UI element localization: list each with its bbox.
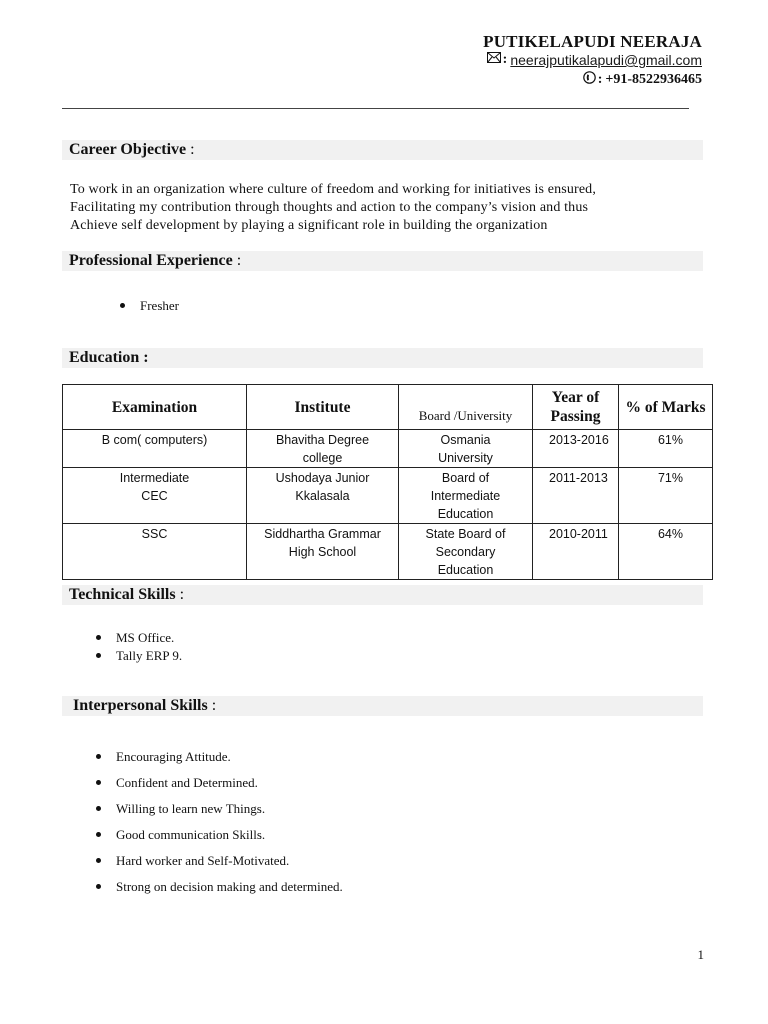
experience-list — [116, 297, 179, 315]
list-item: Willing to learn new Things. — [92, 796, 343, 822]
table-row — [63, 524, 713, 580]
cell-institute: Ushodaya Junior Kkalasala — [247, 468, 399, 524]
career-objective-heading: Career Objective : — [62, 140, 703, 160]
technical-skills-heading: Technical Skills : — [62, 585, 703, 605]
phone-number: +91-8522936465 — [605, 72, 702, 87]
cell-year: 2011-2013 — [533, 468, 619, 524]
list-item: Good communication Skills. — [92, 822, 343, 848]
table-row — [63, 468, 713, 524]
education-table — [62, 384, 713, 580]
cell-exam: SSC — [63, 524, 247, 580]
email-link[interactable]: neerajputikalapudi@gmail.com — [510, 52, 702, 68]
cell-year: 2010-2011 — [533, 524, 619, 580]
list-item: Confident and Determined. — [92, 770, 343, 796]
technical-skills-list — [92, 629, 182, 665]
phone-line: : +91-8522936465 — [583, 71, 702, 89]
cell-exam: B com( computers) — [63, 430, 247, 468]
interpersonal-skills-list — [92, 744, 343, 900]
col-institute: Institute — [247, 385, 399, 430]
candidate-name: PUTIKELAPUDI NEERAJA — [483, 32, 702, 51]
cell-board: State Board of Secondary Education — [399, 524, 533, 580]
header-divider — [62, 108, 689, 109]
list-item: Strong on decision making and determined. — [92, 874, 343, 900]
cell-institute: Siddhartha Grammar High School — [247, 524, 399, 580]
table-header-row — [63, 385, 713, 430]
cell-marks: 71% — [619, 468, 713, 524]
professional-experience-heading: Professional Experience : — [62, 251, 703, 271]
cell-marks: 64% — [619, 524, 713, 580]
list-item: Fresher — [116, 297, 179, 315]
career-objective-text: To work in an organization where culture of freedom and working for initiatives is ensured, Facilitating my contribution through thoughts and action to the company’s vision and thus Achieve self development by playing a significant role in building the organization — [70, 182, 596, 233]
list-item: Hard worker and Self-Motivated. — [92, 848, 343, 874]
cell-institute: Bhavitha Degree college — [247, 430, 399, 468]
col-year: Year of Passing — [533, 385, 619, 430]
table-row — [63, 430, 713, 468]
cell-exam: Intermediate CEC — [63, 468, 247, 524]
col-examination: Examination — [63, 385, 247, 430]
email-line: : neerajputikalapudi@gmail.com — [487, 52, 702, 68]
cell-board: Osmania University — [399, 430, 533, 468]
col-board: Board /University — [399, 385, 533, 430]
cell-year: 2013-2016 — [533, 430, 619, 468]
list-item: Encouraging Attitude. — [92, 744, 343, 770]
col-marks: % of Marks — [619, 385, 713, 430]
cell-marks: 61% — [619, 430, 713, 468]
envelope-icon — [487, 52, 501, 68]
education-heading: Education : — [62, 348, 703, 368]
list-item: Tally ERP 9. — [92, 647, 182, 665]
cell-board: Board of Intermediate Education — [399, 468, 533, 524]
page-number: 1 — [697, 947, 704, 962]
interpersonal-skills-heading: Interpersonal Skills : — [62, 696, 703, 716]
list-item: MS Office. — [92, 629, 182, 647]
telephone-icon — [583, 71, 596, 89]
